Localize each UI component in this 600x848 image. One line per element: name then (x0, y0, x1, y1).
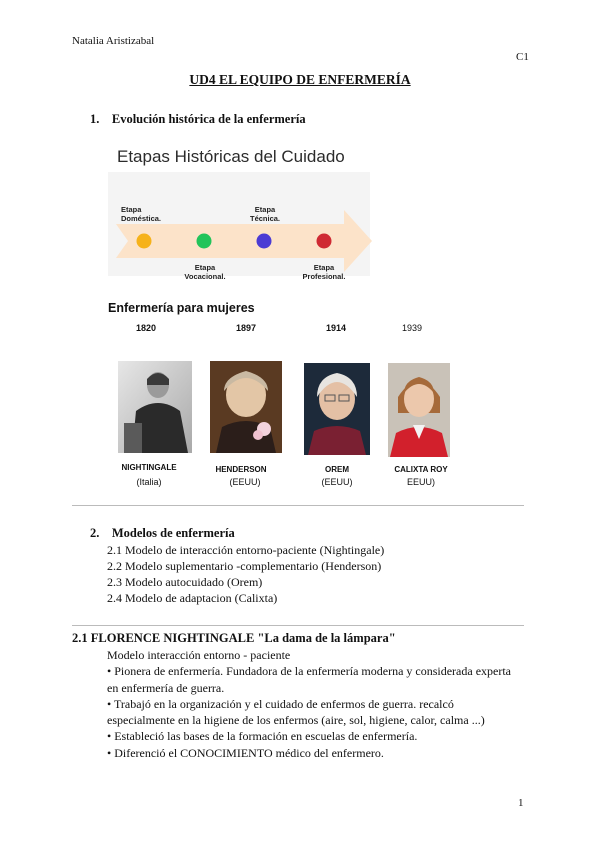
year-nightingale: 1820 (136, 323, 157, 333)
year-orem: 1914 (326, 323, 347, 333)
stage-dot-professional (317, 234, 332, 249)
stage-label-line: Etapa (254, 205, 276, 214)
nursing-women-title: Enfermería para mujeres (108, 301, 255, 315)
country-orem: (EEUU) (321, 477, 353, 487)
body-line: • Pionera de enfermería. Fundadora de la enfermería moderna y considerada experta (107, 664, 512, 679)
name-orem: OREM (325, 465, 349, 474)
nightingale-section-body (107, 647, 527, 761)
body-line: en enfermería de guerra. (107, 680, 225, 695)
stage-label-technical (248, 205, 282, 223)
body-line: especialmente en la higiene de los enfermos (aire, sol, higiene, calor, calma ...) (107, 713, 485, 728)
section-divider (72, 505, 524, 506)
body-line: Modelo interacción entorno - paciente (107, 648, 291, 662)
calixta-roy-portrait (388, 363, 450, 457)
document-title (0, 72, 600, 88)
section-divider (72, 625, 524, 626)
stage-dot-vocational (197, 234, 212, 249)
stage-label-line: Doméstica. (121, 214, 162, 223)
year-calixta: 1939 (402, 323, 423, 333)
name-nightingale: NIGHTINGALE (121, 463, 177, 472)
stage-label-vocational (182, 263, 228, 281)
list-item: 2.2 Modelo suplementario -complementario (Henderson) (107, 559, 382, 573)
section-1-title: Evolución histórica de la enfermería (111, 112, 306, 126)
stage-dot-domestic (137, 234, 152, 249)
page-number: 1 (518, 797, 524, 809)
author-name: Natalia Aristizabal (72, 35, 155, 47)
body-line: • Diferenció el CONOCIMIENTO médico del enfermero. (107, 745, 384, 760)
country-nightingale: (Italia) (136, 477, 162, 487)
nightingale-section-heading: 2.1 FLORENCE NIGHTINGALE "La dama de la lámpara" (72, 631, 396, 645)
stage-label-line: Etapa (121, 205, 142, 214)
section-1-number: 1. (90, 112, 100, 126)
list-item: 2.3 Modelo autocuidado (Orem) (107, 575, 263, 589)
document-title-text: UD4 EL EQUIPO DE ENFERMERÍA (189, 72, 411, 87)
orem-portrait (304, 363, 370, 455)
country-henderson: (EEUU) (229, 477, 261, 487)
nightingale-portrait (118, 361, 192, 453)
stage-label-professional (299, 263, 349, 281)
henderson-portrait (210, 361, 282, 453)
models-list (107, 542, 384, 606)
diagram-title: Etapas Históricas del Cuidado (117, 147, 345, 166)
list-item: 2.1 Modelo de interacción entorno-paciente (Nightingale) (107, 543, 385, 557)
section-2-number: 2. (90, 526, 100, 540)
body-line: • Trabajó en la organización y el cuidado de enfermos de guerra. recalcó (107, 696, 454, 711)
stage-label-line: Etapa (194, 263, 216, 272)
section-2-heading (90, 526, 235, 541)
document-code: C1 (516, 51, 529, 63)
stage-label-line: Vocacional. (184, 272, 226, 281)
year-henderson: 1897 (236, 323, 257, 333)
section-2-title: Modelos de enfermería (111, 526, 235, 540)
stage-label-line: Profesional. (302, 272, 346, 281)
list-item: 2.4 Modelo de adaptacion (Calixta) (107, 591, 278, 605)
body-line: • Estableció las bases de la formación en escuelas de enfermería. (107, 729, 418, 744)
name-henderson: HENDERSON (215, 465, 267, 474)
stage-label-line: Técnica. (249, 214, 280, 223)
name-calixta-roy: CALIXTA ROY (394, 465, 448, 474)
stage-label-domestic (121, 205, 161, 223)
country-calixta-roy: EEUU) (406, 477, 435, 487)
stage-label-line: Etapa (313, 263, 335, 272)
section-1-heading (90, 112, 306, 127)
stage-dot-technical (257, 234, 272, 249)
